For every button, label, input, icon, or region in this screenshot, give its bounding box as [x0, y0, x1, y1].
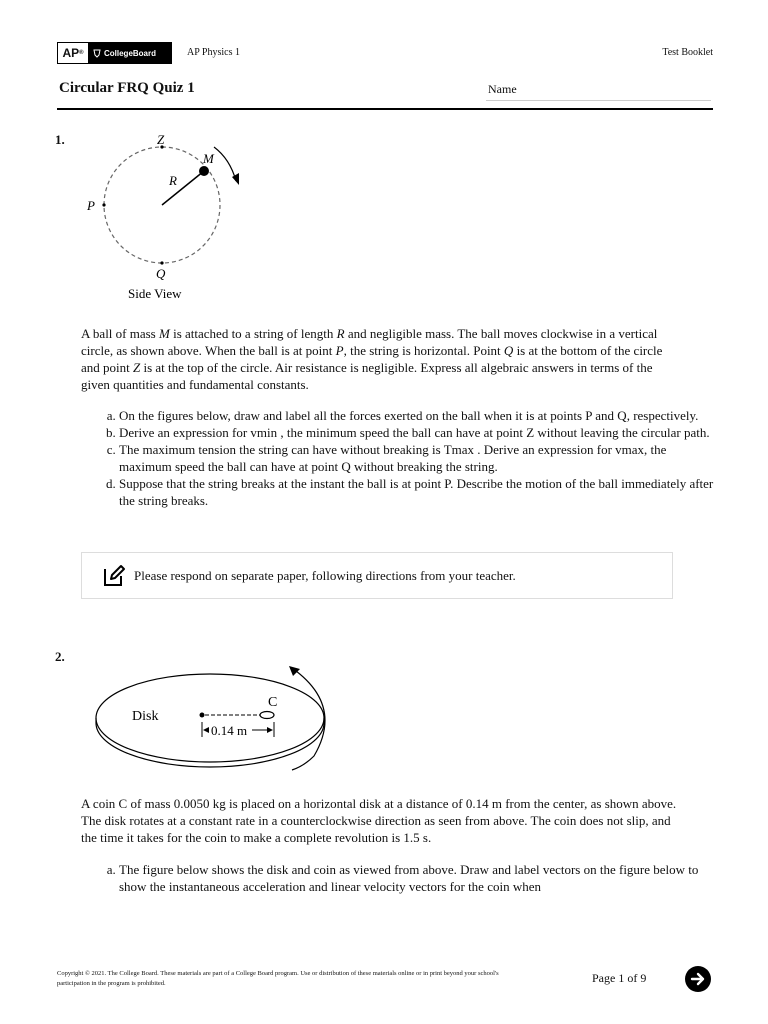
q1-part-c: c. The maximum tension the string can have without breaking is Tmax . Derive an expression for vmax, the maximum speed the ball can have at point Q without breaking the string. — [119, 441, 719, 475]
page-title: Circular FRQ Quiz 1 — [59, 80, 195, 96]
course-name: AP Physics 1 — [187, 47, 240, 58]
arrow-right-icon — [690, 971, 706, 987]
label-z: Z — [157, 133, 165, 147]
label-distance: 0.14 m — [211, 723, 248, 738]
acorn-icon — [92, 48, 102, 58]
label-r: R — [169, 173, 177, 188]
q2-part-a: a. The figure below shows the disk and coin as viewed from above. Draw and label vectors on the figure below to show the instantaneous acceleration and linear velocity vectors for the coin when — [119, 861, 719, 895]
next-page-button[interactable] — [685, 966, 711, 992]
question-number-1: 1. — [55, 132, 65, 147]
label-disk: Disk — [132, 709, 159, 724]
respond-box — [81, 552, 673, 599]
logo-ap-text: AP ® — [62, 46, 84, 60]
respond-text: Please respond on separate paper, following directions from your teacher. — [134, 567, 516, 583]
question-number-2: 2. — [55, 649, 65, 664]
vertical-circle-figure — [82, 133, 242, 303]
label-p: P — [87, 198, 95, 213]
booklet-label: Test Booklet — [662, 47, 713, 58]
q2-paragraph: A coin C of mass 0.0050 kg is placed on a horizontal disk at a distance of 0.14 m from the center, as shown above. The disk rotates at a constant rate in a counterclockwise direction as seen from above. The coin does not slip, and the time it takes for the coin to make a complete revolution is 1.5 s. — [81, 796, 677, 845]
header-bar — [57, 42, 713, 64]
disk-figure — [92, 660, 342, 775]
label-coin: C — [268, 695, 278, 710]
edit-icon — [102, 564, 126, 588]
label-q: Q — [156, 266, 166, 281]
ap-collegeboard-logo — [57, 42, 172, 64]
copyright-notice: Copyright © 2021. The College Board. These materials are part of a College Board program. Use or distribution of these materials online or in print beyond your school's participation in the program is prohibited. — [57, 970, 499, 987]
logo-cb-text: CollegeBoard — [104, 48, 157, 58]
q1-paragraph: A ball of mass M is attached to a string of length R and negligible mass. The ball moves clockwise in a vertical circle, as shown above. When the ball is at point P, the string is horizontal. Point Q is at the bottom of the circle and point Z is at the top of the circle. Air resistance is negligible. Express all algebraic answers in terms of the given quantities and fundamental constants. — [81, 326, 663, 392]
figure-caption: Side View — [128, 286, 182, 301]
q2-parts-list — [81, 861, 719, 895]
header-divider — [57, 108, 713, 110]
label-m: M — [203, 151, 214, 166]
page-number: Page 1 of 9 — [592, 971, 647, 985]
q1-part-b: b. Derive an expression for vmin , the minimum speed the ball can have at point Z without leaving the circular path. — [119, 424, 719, 441]
q1-part-d: d. Suppose that the string breaks at the instant the ball is at point P. Describe the motion of the ball immediately after the string breaks. — [119, 475, 719, 509]
q1-part-a: a. On the figures below, draw and label all the forces exerted on the ball when it is at points P and Q, respectively. — [119, 407, 719, 424]
name-line — [486, 100, 711, 101]
q1-parts-list — [81, 407, 719, 509]
name-label: Name — [488, 82, 517, 96]
logo-cb-box — [88, 43, 171, 63]
